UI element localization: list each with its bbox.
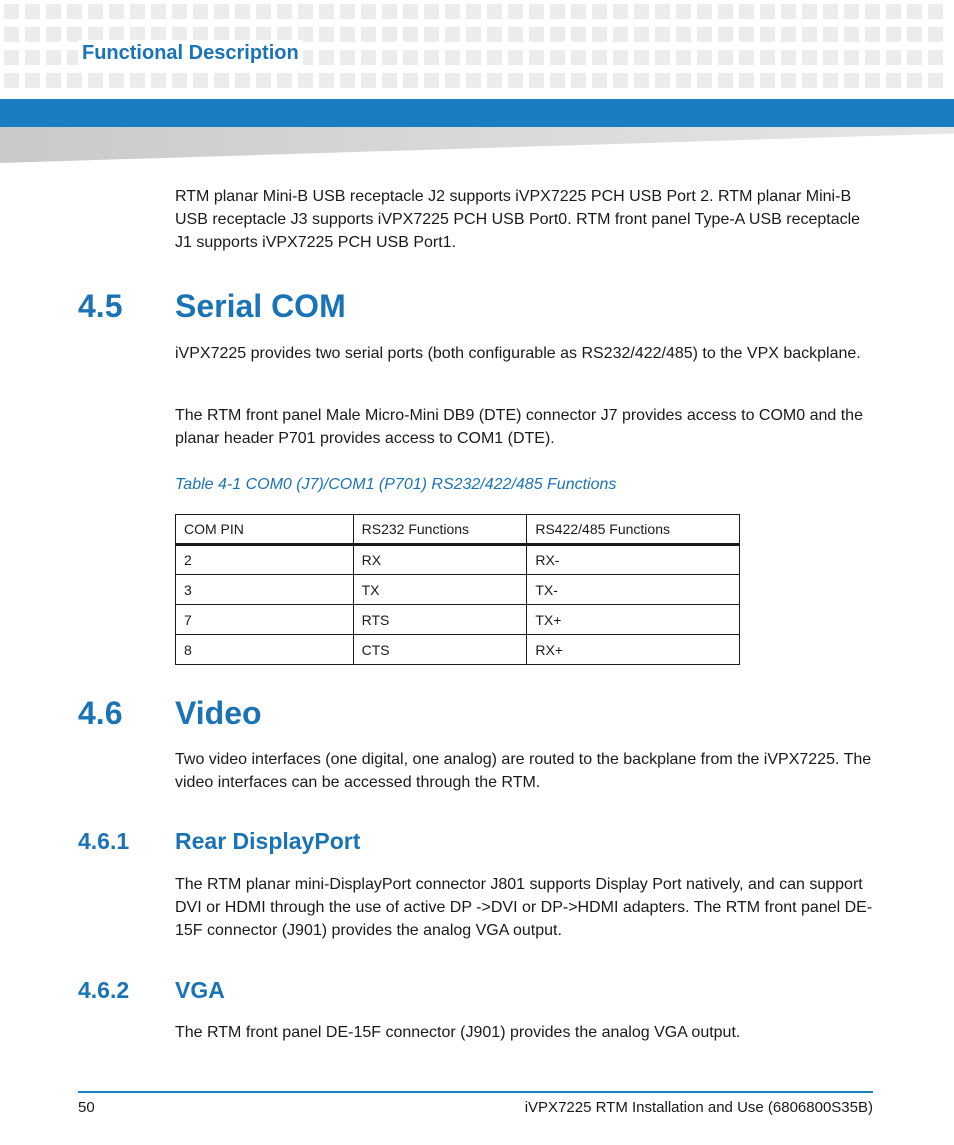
table-cell: CTS (353, 635, 527, 665)
video-paragraph: Two video interfaces (one digital, one analog) are routed to the backplane from the iVPX7225. The video interfaces can be accessed through the RTM. (175, 751, 872, 791)
serial-paragraph-2: The RTM front panel Male Micro-Mini DB9 (DTE) connector J7 provides access to COM0 and the planar header P701 provides access to COM1 (DTE). (175, 407, 863, 447)
pattern-square (928, 73, 943, 88)
pattern-square (466, 73, 481, 88)
pattern-square (928, 27, 943, 42)
displayport-paragraph: The RTM planar mini-DisplayPort connector J801 supports Display Port natively, and can support DVI or HDMI through the use of active DP ->DVI or DP->HDMI adapters. The RTM front panel DE-15F connector (J901) provides the analog VGA output. (175, 876, 873, 939)
table-header-cell: RS232 Functions (353, 515, 527, 545)
pattern-square (802, 73, 817, 88)
pattern-square (529, 4, 544, 19)
pattern-square (424, 50, 439, 65)
pattern-square (781, 50, 796, 65)
pattern-square (907, 73, 922, 88)
pattern-square (676, 27, 691, 42)
pattern-square (655, 50, 670, 65)
pattern-square (487, 50, 502, 65)
pattern-square (382, 73, 397, 88)
pattern-square (172, 4, 187, 19)
table-cell: RX- (527, 545, 740, 575)
pattern-square (802, 27, 817, 42)
pattern-square (739, 4, 754, 19)
pattern-square (571, 4, 586, 19)
pattern-square (865, 27, 880, 42)
pattern-square (319, 27, 334, 42)
pattern-square (592, 73, 607, 88)
pattern-square (46, 50, 61, 65)
pattern-square (613, 73, 628, 88)
pattern-square (487, 73, 502, 88)
pattern-square (25, 27, 40, 42)
pattern-square (319, 4, 334, 19)
pattern-square (529, 73, 544, 88)
pattern-square (823, 50, 838, 65)
pattern-square (592, 4, 607, 19)
pattern-square (634, 4, 649, 19)
pattern-square (760, 50, 775, 65)
pattern-square (67, 73, 82, 88)
pattern-square (256, 73, 271, 88)
pattern-square (193, 4, 208, 19)
pattern-square (739, 73, 754, 88)
pattern-square (508, 50, 523, 65)
pattern-square (781, 4, 796, 19)
pattern-square (340, 73, 355, 88)
pattern-square (4, 4, 19, 19)
pattern-square (235, 73, 250, 88)
pattern-square (340, 27, 355, 42)
pattern-square (571, 73, 586, 88)
pattern-square (634, 27, 649, 42)
pattern-square (592, 27, 607, 42)
pattern-square (424, 4, 439, 19)
pattern-square (4, 73, 19, 88)
pattern-square (928, 4, 943, 19)
pattern-square (655, 27, 670, 42)
pattern-square (907, 50, 922, 65)
pattern-square (298, 4, 313, 19)
pattern-square (634, 73, 649, 88)
pattern-square (655, 4, 670, 19)
pattern-square (697, 27, 712, 42)
pattern-square (865, 4, 880, 19)
pattern-square (88, 4, 103, 19)
pattern-square (844, 50, 859, 65)
pattern-square (88, 73, 103, 88)
pattern-square (109, 4, 124, 19)
pattern-square (550, 73, 565, 88)
table-row (176, 545, 740, 575)
pattern-square (634, 50, 649, 65)
pattern-square (865, 50, 880, 65)
table-row (176, 635, 740, 665)
pattern-square (613, 27, 628, 42)
pattern-square (46, 73, 61, 88)
table-cell: RTS (353, 605, 527, 635)
heading-title: Video (175, 695, 262, 731)
pattern-square (781, 27, 796, 42)
heading-number: 4.6.1 (78, 828, 130, 854)
table-cell: TX (353, 575, 527, 605)
table-header-cell: COM PIN (176, 515, 354, 545)
pattern-square (4, 27, 19, 42)
pattern-square (361, 50, 376, 65)
pattern-square (886, 27, 901, 42)
pattern-square (445, 27, 460, 42)
pattern-square (25, 4, 40, 19)
pattern-square (760, 73, 775, 88)
pattern-square (130, 4, 145, 19)
pattern-square (823, 73, 838, 88)
table-cell: TX- (527, 575, 740, 605)
pattern-square (802, 50, 817, 65)
table-cell: TX+ (527, 605, 740, 635)
pattern-square (340, 4, 355, 19)
heading-title: Serial COM (175, 288, 346, 324)
pattern-square (781, 73, 796, 88)
heading-number: 4.6.2 (78, 977, 130, 1003)
table-cell: RX+ (527, 635, 740, 665)
pattern-square (46, 4, 61, 19)
pattern-square (466, 27, 481, 42)
heading-number: 4.6 (78, 695, 123, 731)
pattern-square (487, 27, 502, 42)
pattern-square (676, 50, 691, 65)
page-number: 50 (78, 1099, 95, 1116)
pattern-square (424, 73, 439, 88)
footer-rule (78, 1091, 873, 1093)
pattern-square (487, 4, 502, 19)
pattern-square (760, 4, 775, 19)
pattern-square (25, 50, 40, 65)
pattern-square (277, 73, 292, 88)
vga-paragraph: The RTM front panel DE-15F connector (J901) provides the analog VGA output. (175, 1024, 741, 1041)
pattern-square (907, 4, 922, 19)
pattern-square (382, 27, 397, 42)
pattern-square (445, 73, 460, 88)
com-functions-table (175, 514, 740, 665)
pattern-square (571, 50, 586, 65)
pattern-square (907, 27, 922, 42)
pattern-square (823, 4, 838, 19)
pattern-square (382, 4, 397, 19)
table-header-cell: RS422/485 Functions (527, 515, 740, 545)
pattern-square (655, 73, 670, 88)
pattern-square (613, 50, 628, 65)
pattern-square (718, 27, 733, 42)
pattern-square (718, 73, 733, 88)
table-caption: Table 4-1 COM0 (J7)/COM1 (P701) RS232/422/485 Functions (175, 476, 617, 493)
pattern-square (697, 50, 712, 65)
pattern-square (676, 73, 691, 88)
pattern-square (697, 4, 712, 19)
pattern-square (25, 73, 40, 88)
pattern-square (865, 73, 880, 88)
pattern-square (172, 73, 187, 88)
pattern-square (550, 27, 565, 42)
heading-title: VGA (175, 977, 225, 1003)
pattern-square (361, 4, 376, 19)
pattern-square (508, 73, 523, 88)
running-section-title: Functional Description (78, 40, 303, 67)
pattern-square (823, 27, 838, 42)
pattern-square (613, 4, 628, 19)
pattern-square (151, 73, 166, 88)
table-cell: 2 (176, 545, 354, 575)
pattern-square (151, 4, 166, 19)
pattern-square (403, 73, 418, 88)
table-row (176, 575, 740, 605)
pattern-square (445, 4, 460, 19)
pattern-square (886, 73, 901, 88)
pattern-square (508, 4, 523, 19)
header-wedge (0, 127, 954, 163)
pattern-square (319, 73, 334, 88)
heading-number: 4.5 (78, 288, 123, 324)
pattern-square (928, 50, 943, 65)
pattern-square (886, 4, 901, 19)
pattern-square (130, 73, 145, 88)
pattern-square (214, 4, 229, 19)
pattern-row (4, 4, 943, 19)
pattern-square (718, 50, 733, 65)
pattern-square (508, 27, 523, 42)
pattern-square (571, 27, 586, 42)
pattern-square (361, 73, 376, 88)
pattern-square (844, 73, 859, 88)
intro-paragraph: RTM planar Mini-B USB receptacle J2 supports iVPX7225 PCH USB Port 2. RTM planar Mini-B USB receptacle J3 supports iVPX7225 PCH USB Port0. RTM front panel Type-A USB receptacle J1 supports iVPX7225 PCH USB Port1. (175, 188, 861, 251)
pattern-row (4, 73, 943, 88)
pattern-square (550, 50, 565, 65)
pattern-square (676, 4, 691, 19)
heading-title: Rear DisplayPort (175, 828, 361, 854)
pattern-square (403, 4, 418, 19)
pattern-square (298, 73, 313, 88)
table-cell: 7 (176, 605, 354, 635)
pattern-square (277, 4, 292, 19)
pattern-square (592, 50, 607, 65)
serial-paragraph-1: iVPX7225 provides two serial ports (both configurable as RS232/422/485) to the VPX backplane. (175, 345, 861, 362)
pattern-square (718, 4, 733, 19)
pattern-square (529, 27, 544, 42)
pattern-square (382, 50, 397, 65)
table-cell: 8 (176, 635, 354, 665)
pattern-square (403, 50, 418, 65)
pattern-square (46, 27, 61, 42)
pattern-square (319, 50, 334, 65)
table-row (176, 605, 740, 635)
pattern-square (466, 50, 481, 65)
document-reference: iVPX7225 RTM Installation and Use (6806800S35B) (524, 1099, 873, 1116)
pattern-square (739, 27, 754, 42)
table-cell: RX (353, 545, 527, 575)
table-cell: 3 (176, 575, 354, 605)
pattern-square (214, 73, 229, 88)
pattern-square (466, 4, 481, 19)
pattern-square (361, 27, 376, 42)
pattern-square (844, 4, 859, 19)
pattern-square (424, 27, 439, 42)
pattern-square (256, 4, 271, 19)
pattern-square (340, 50, 355, 65)
pattern-square (109, 73, 124, 88)
pattern-square (739, 50, 754, 65)
pattern-square (886, 50, 901, 65)
pattern-square (697, 73, 712, 88)
pattern-square (550, 4, 565, 19)
header-band (0, 99, 954, 127)
pattern-square (529, 50, 544, 65)
pattern-square (403, 27, 418, 42)
pattern-square (235, 4, 250, 19)
table-header-row (176, 515, 740, 545)
pattern-square (445, 50, 460, 65)
pattern-square (760, 27, 775, 42)
pattern-square (67, 4, 82, 19)
pattern-square (802, 4, 817, 19)
pattern-square (193, 73, 208, 88)
pattern-square (4, 50, 19, 65)
pattern-square (844, 27, 859, 42)
